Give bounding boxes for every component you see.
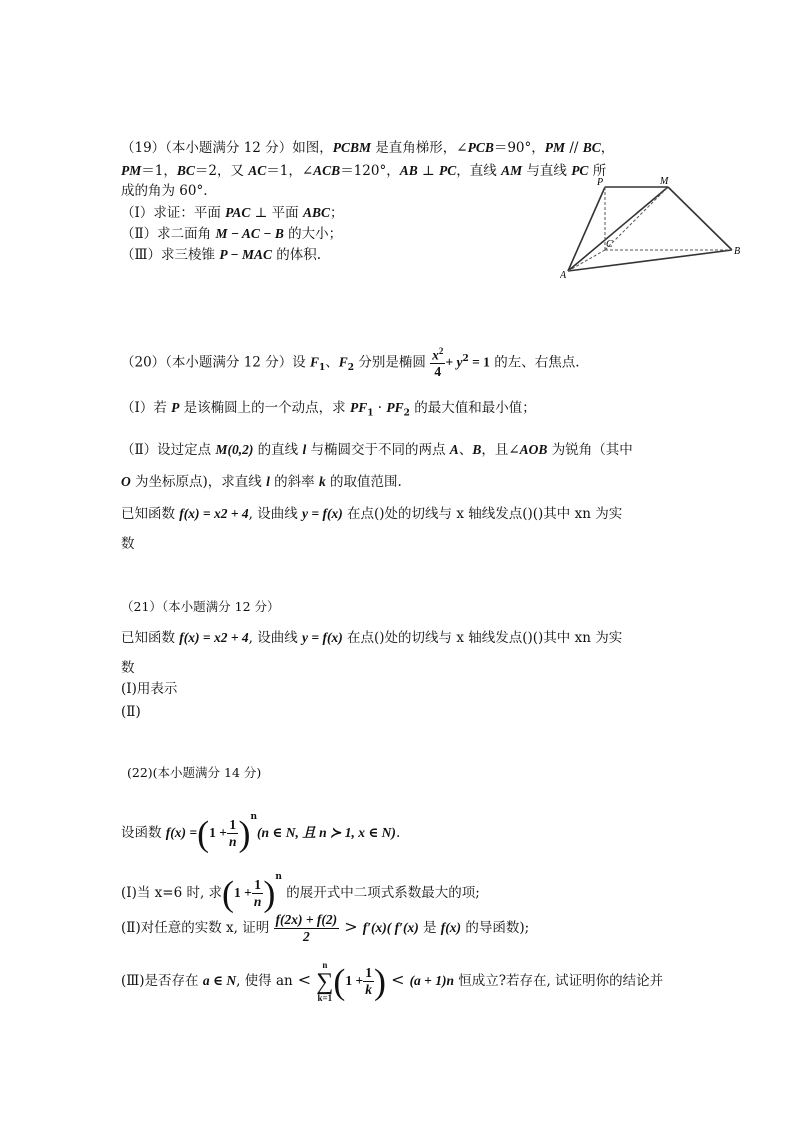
q19-part1-mid: ⊥ 平面 [250,205,303,221]
q20-l: l [302,442,307,457]
q19-text: ，直线 [456,163,502,179]
q19-text: ＝1， [141,163,177,179]
q20-ellipse-fraction [430,346,445,380]
q19-ab: AB [399,163,418,178]
q20-mid: 分别是椭圆 [354,354,431,371]
q19-pc: PC [439,163,457,178]
q19-text: ＝1，∠ [266,163,314,179]
q22-definition [121,795,401,854]
q19-pc2: PC [571,163,589,178]
q19-part2 [121,227,342,242]
q22-p3-a: a ∈ N [202,973,237,988]
q19-pm: PM [544,140,566,155]
label-p: P [597,177,604,188]
q22-def-cond: (n ∈ N, 且 n ≻ 1, x ∈ N) [257,825,396,840]
q22-right-paren: ) [238,813,251,854]
q20-part2 [121,443,633,458]
q20-pf2: PF [386,400,404,415]
q20-text: ，且∠ [481,442,520,458]
q22-p1-den: n [253,894,262,909]
q22-part2 [121,907,529,947]
q19-bc2: BC [176,163,195,178]
q20-part2-lead: （Ⅱ）设过定点 [121,442,216,458]
q20-b: B [472,442,482,457]
q22-left-paren: ( [197,813,210,854]
q21-part1: (Ⅰ)用表示 [121,681,178,697]
q22-part3 [121,955,663,1005]
q21-lead: 已知函数 [121,630,180,646]
q20-pf1: PF [349,400,368,415]
q20-part1 [121,401,536,419]
q22-def-fx: f(x) = [165,825,198,840]
q19-text: ⊥ [417,163,440,179]
q22-def-lead: 设函数 [121,825,166,841]
q19-part3-lead: （Ⅲ）求三棱锥 [121,247,220,263]
q20-eq-sup: 2 [462,354,469,364]
q19-geometry-figure [560,175,750,285]
q22-part1-lead: (Ⅰ)当 x=6 时, 求 [121,885,223,901]
q20-frac-den: 4 [434,364,442,380]
q22-p3-right-paren: ) [373,961,386,1002]
q22-def-den: n [228,834,237,849]
label-m: M [660,176,669,187]
q19-part1 [121,206,343,221]
q20-f1-sub: 1 [319,363,326,374]
q22-def-exp: n [250,812,257,822]
edge-cm [605,187,668,250]
q19-pm2: PM [121,163,142,178]
q22-p2-gt: > [339,917,363,936]
q22-part1 [121,855,480,914]
q20-f2-sub: 2 [347,363,355,374]
q20-header-line [121,340,580,387]
q22-p2-fx: f(x) [440,920,462,935]
q20-text: 为锐角（其中 [547,442,633,458]
q19-part2-lead: （Ⅱ）求二面角 [121,226,216,242]
label-c: C [606,239,613,250]
q20-eq-rest: + y [445,354,463,370]
q22-p2-fprime: f′(x) [362,920,387,935]
q21-line1 [121,631,622,646]
q22-p3-lt: < [292,970,317,989]
q21-text: , 设曲线 [248,630,303,646]
q22-p2-is: 是 [418,920,441,936]
q19-dihedral: M − AC − B [215,226,284,241]
q20-extra-text2: 在点()处的切线与 x 轴线发点()()其中 xn 为实 [342,506,623,522]
q19-text: ＝2，又 [194,163,249,179]
q20-dot: · [373,400,387,416]
q20-part1-end: 的最大值和最小值； [409,400,536,416]
q20-f1: F [309,354,319,370]
q22-p1-one: 1 + [234,885,252,900]
q22-p3-left-paren: ( [333,961,346,1002]
q19-text: 所 [588,163,607,179]
q22-part3-end: 恒成立?若存在, 试证明你的结论并 [454,973,664,989]
q22-sum-top: n [322,959,328,970]
q20-sep: 、 [325,354,339,371]
q22-p3-den: k [365,982,372,997]
q22-p2-paren: ( f′(x) [386,920,419,935]
q22-p3-lt2: < [385,970,410,989]
q19-text: ＝120°， [340,163,400,179]
q20-l2: l [266,474,270,489]
q20-tail: 的左、右焦点. [489,354,580,371]
q20-extra-fx: f(x) = x2 + 4 [179,506,249,521]
q20-text: 的取值范围. [325,474,402,490]
edge-ma [568,187,668,271]
q22-p3-num: 1 [365,965,372,981]
label-b: B [734,246,741,257]
q22-p3-fraction [363,965,374,997]
q20-extra-lead: 已知函数 [121,506,180,522]
q20-o: O [121,474,131,489]
q20-eq-end: = 1 [468,354,490,370]
q19-text: ， [600,140,615,156]
q20-k: k [318,474,326,489]
q22-def-one: 1 + [209,825,227,840]
q19-pcb: PCB [467,140,494,155]
q19-part1-lead: （Ⅰ）求证：平面 [121,205,226,221]
q20-aob: AOB [519,442,548,457]
q22-part3-lead: (Ⅲ)是否存在 [121,973,203,989]
q20-m-point: M(0,2) [215,442,254,457]
q20-pf1-sub: 1 [367,408,374,419]
edge-mb [668,187,732,250]
q20-text: 与椭圆交于不同的两点 [306,442,450,458]
q22-def-num: 1 [227,817,239,834]
q22-p1-fraction [252,877,264,909]
q19-pcbm: PCBM [332,140,371,155]
edge-ab [568,250,732,271]
q19-am: AM [501,163,523,178]
q19-bc: BC [582,140,601,155]
q20-text: 为坐标原点)，求直线 [130,474,267,490]
q20-a: A [449,442,459,457]
q19-header-line [121,141,614,156]
q20-text: 的斜率 [269,474,319,490]
q20-part1-text: 是该椭圆上的一个动点，求 [179,400,350,416]
q20-extra-text: , 设曲线 [248,506,303,522]
q20-part2-cont [121,475,402,490]
q20-part1-lead: （Ⅰ）若 [121,400,172,416]
q19-text: ＝90°， [493,140,545,156]
q22-p1-num: 1 [252,877,264,894]
q22-part2-lead: (Ⅱ)对任意的实数 x, 证明 [121,920,274,936]
q19-line2 [121,164,606,179]
q20-f2: F [338,354,348,370]
q22-header: (22)(本小题满分 14 分) [127,765,262,780]
edge-pa [568,187,605,271]
q20-header: （20）（本小题满分 12 分）设 [121,354,310,371]
q21-yfx: y = f(x) [302,630,343,645]
q19-text: 是直角梯形，∠ [370,140,468,156]
q22-p1-left-paren: ( [222,873,235,914]
q20-extra-yfx: y = f(x) [302,506,343,521]
q19-line3: 成的角为 60°. [121,183,208,199]
q20-frac-sup: 2 [438,346,444,357]
q22-p3-one: 1 + [345,973,364,988]
q20-extra-line [121,507,622,522]
q19-pac: PAC [225,205,251,220]
q22-def-end: . [395,825,401,841]
q22-part1-end: 的展开式中二项式系数最大的项; [281,885,480,901]
q21-fx: f(x) = x2 + 4 [179,630,249,645]
q22-p2-num: f(2x) + f(2) [275,912,338,928]
q19-abc: ABC [302,205,330,220]
q20-extra-line2: 数 [121,536,135,552]
q22-p3-rhs: (a + 1)n [409,973,455,988]
q19-acb: ACB [313,163,341,178]
q19-part3-end: 的体积. [272,247,322,263]
q21-header: （21）（本小题满分 12 分） [121,599,280,614]
q20-pf2-sub: 2 [403,408,410,419]
q19-text: // [565,140,583,156]
q21-text2: 在点()处的切线与 x 轴线发点()()其中 xn 为实 [342,630,623,646]
q21-part2: (Ⅱ) [121,704,141,720]
q19-part1-end: ； [329,205,344,221]
q22-p1-right-paren: ) [263,873,276,914]
q20-text: 、 [458,442,473,458]
q21-line2: 数 [121,660,135,676]
q22-sum-bot: k=1 [317,992,333,1003]
q19-ac: AC [248,163,267,178]
q22-part2-end: 的导函数); [461,920,530,936]
q22-def-fraction [227,817,239,849]
q20-p: P [171,400,180,415]
q22-p1-exp: n [275,872,282,882]
q22-p2-fraction [274,912,340,944]
label-a: A [560,270,567,281]
q19-pyramid: P − MAC [219,247,273,262]
q19-part3 [121,248,321,263]
q20-frac-num: x [432,347,439,363]
q19-part2-end: 的大小； [283,226,343,242]
q22-p3-text: , 使得 an [236,973,293,989]
q19-text: 与直线 [522,163,572,179]
q19-header: （19）（本小题满分 12 分）如图， [121,140,333,156]
q22-sigma: ∑ [316,968,334,995]
q22-p2-den: 2 [302,929,310,944]
q20-text: 的直线 [253,442,303,458]
q22-sum [316,961,333,1003]
